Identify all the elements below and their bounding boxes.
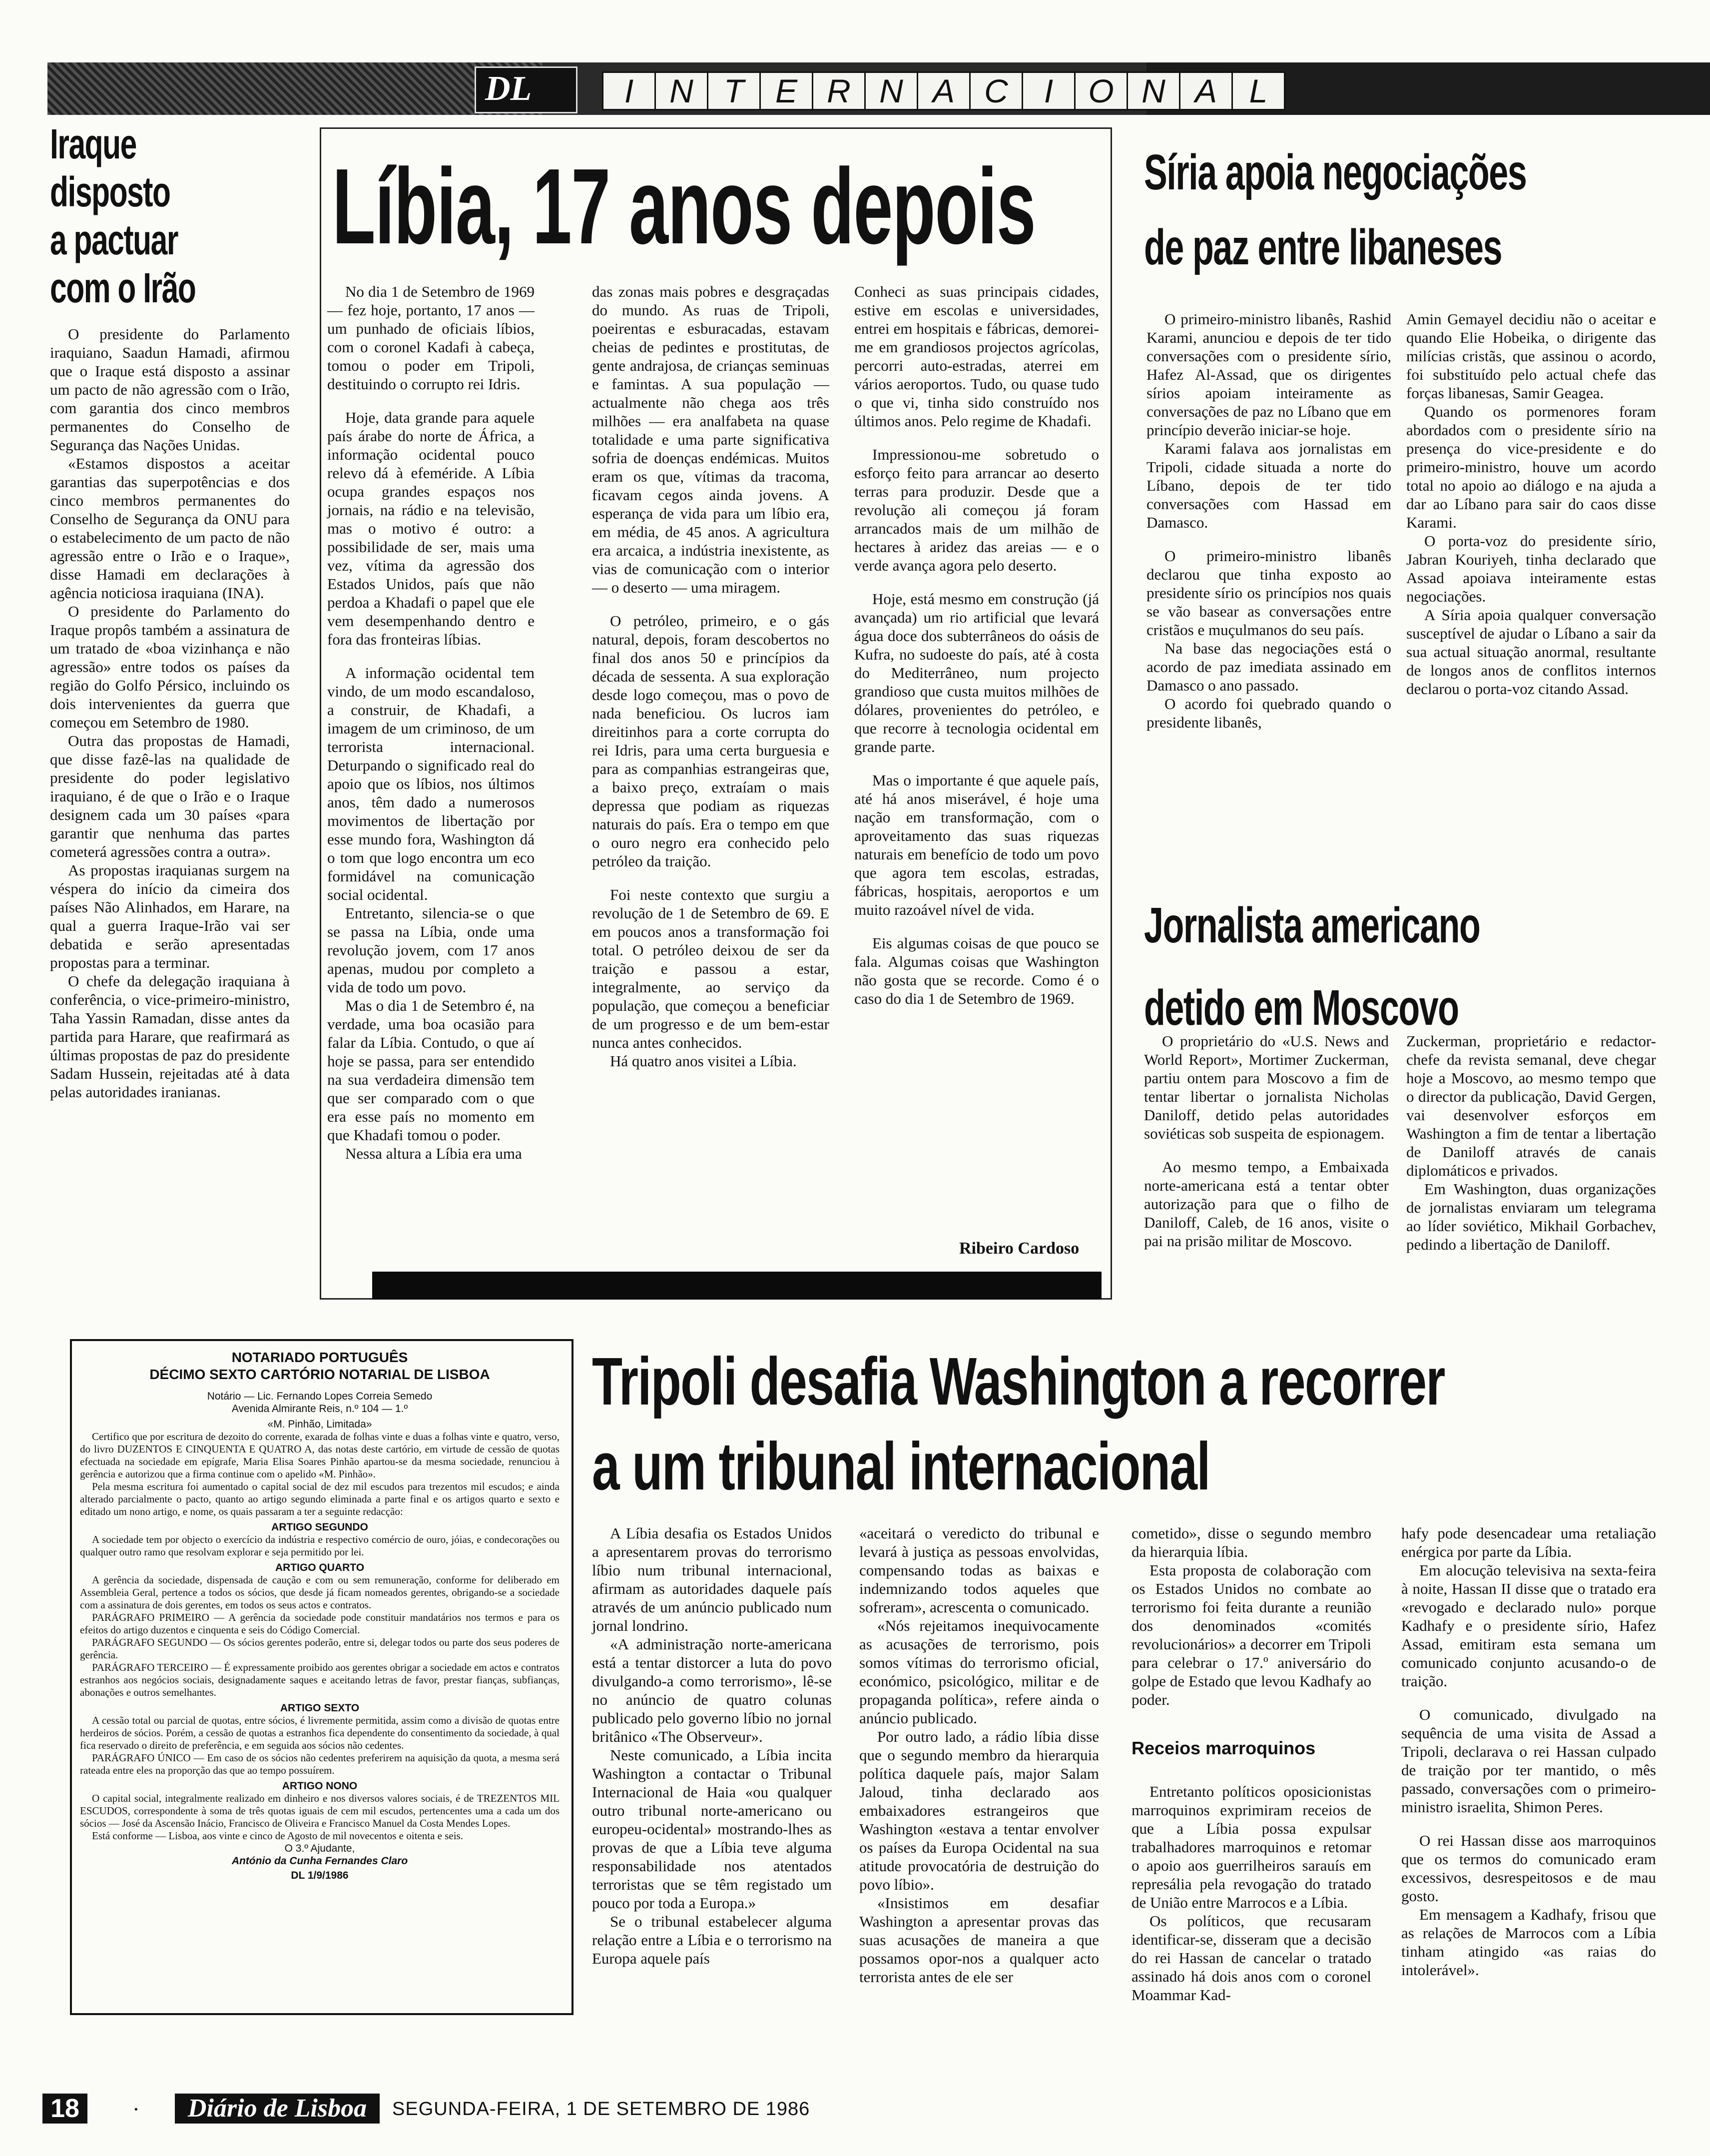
section-letter: R xyxy=(812,71,866,110)
paragraph: Os políticos, que recusaram identificar-se, disseram que a decisão do rei Hassan de cancelar o tratado assinado há dois anos com o coronel Moammar Kad- xyxy=(1132,1912,1371,2004)
paragraph: Amin Gemayel decidiu não o aceitar e quando Elie Hobeika, o dirigente das milícias cristãs, que assinou o acordo, foi substituído pelo actual chefe das forças libanesas, Samir Geagea. xyxy=(1406,310,1656,402)
section-letter: T xyxy=(707,71,761,110)
paragraph: Na base das negociações está o acordo de paz imediata assinado em Damasco o ano passado. xyxy=(1146,640,1391,694)
ajudante-label: O 3.º Ajudante, xyxy=(284,1843,355,1854)
subheading: Receios marroquinos xyxy=(1132,1738,1316,1758)
paragraph: Mas o dia 1 de Setembro é, na verdade, uma boa ocasião para falar da Líbia. Contudo, o que aí hoje se passa, para ser entendido na sua verdadeira dimensão tem que ser comparado com o que era esse país no momento em que Khadafi tomou o poder. xyxy=(327,997,535,1144)
banner-texture xyxy=(47,62,542,115)
tripoli-col-3 xyxy=(1132,1524,1371,2004)
tripoli-col-2 xyxy=(859,1524,1099,1986)
issue-date: SEGUNDA-FEIRA, 1 DE SETEMBRO DE 1986 xyxy=(392,2099,810,2120)
notary-text: PARÁGRAFO TERCEIRO — É expressamente proibido aos gerentes obrigar a sociedade em actos e contratos estranhos aos negócios sociais, designadamente saques e aceitando letras de favor, prestar fianças, subfianças, abonações e outros semelhantes. xyxy=(80,1661,560,1698)
siria-headline: Síria apoia negociações de paz entre libaneses xyxy=(1144,144,1527,275)
paragraph: Se o tribunal estabelecer alguma relação entre a Líbia e o terrorismo na Europa aquele país xyxy=(592,1913,832,1967)
company-name: «M. Pinhão, Limitada» xyxy=(267,1419,372,1430)
author-byline: Ribeiro Cardoso xyxy=(959,1239,1080,1258)
paragraph: O petróleo, primeiro, e o gás natural, depois, foram descobertos no final dos anos 50 e princípios da década de sessenta. A sua exploração desde logo começou, mas o povo de nada beneficiou. Os lucros iam direitinhos para a corte corrupta do rei Idris, para uma certa burguesia e para as companhias estrangeiras que, a baixo preço, extraíam o mais depressa que podiam as riquezas naturais do país. Era o tempo em que o ouro negro era conhecido pelo petróleo da traição. xyxy=(592,612,829,870)
paragraph: cometido», disse o segundo membro da hierarquia líbia. xyxy=(1132,1524,1371,1560)
tripoli-headline: Tripoli desafia Washington a recorrer a um tribunal internacional xyxy=(592,1344,1445,1504)
article-heading: ARTIGO QUARTO xyxy=(275,1562,365,1573)
section-letter: A xyxy=(917,71,971,110)
siria-col-1 xyxy=(1146,310,1391,731)
paragraph: Mas o importante é que aquele país, até há anos miserável, é hoje uma nação em transformação, com o aproveitamento das suas riquezas naturais em benefício de todo um povo que agora tem escolas, estradas, fábricas, hospitais, aeroportos e um muito razoável nível de vida. xyxy=(854,771,1099,918)
paragraph: «A administração norte-americana está a tentar distorcer a luta do povo divulgando-a como terrorismo», lê-se no anúncio de quatro colunas publicado pelo governo líbio no jornal britânico «The Observeur». xyxy=(592,1635,832,1745)
paragraph: O comunicado, divulgado na sequência de uma visita de Assad a Tripoli, declarava o rei Hassan culpado de traição por ter mantido, o mês passado, conversações com o primeiro-ministro israelita, Shimon Peres. xyxy=(1401,1706,1656,1816)
paragraph: A Líbia desafia os Estados Unidos a apresentarem provas do terrorismo líbio num tribunal internacional, afirmam as autoridades daquele país através de um anúncio publicado num jornal londrino. xyxy=(592,1524,832,1634)
paragraph: A informação ocidental tem vindo, de um modo escandaloso, a construir, de Khadafi, a imagem de um criminoso, de um terrorista internacional. Deturpando o significado real do apoio que os líbios, nos últimos anos, têm dado a numerosos movimentos de libertação por esse mundo fora, Washington dá o tom que logo encontra um eco formidável na comunicação social ocidental. xyxy=(327,664,535,903)
notary-text: O capital social, integralmente realizado em dinheiro e nos diversos valores sociais, é de TREZENTOS MIL ESCUDOS, correspondente à soma de três quotas iguais de cem mil escudos, pertencentes uma a cada um dos sócios — José da Ascensão Inácio, Francisco de Oliveira e Francisco Manuel da Costa Mendes Lopes. xyxy=(80,1792,560,1829)
paragraph: hafy pode desencadear uma retaliação enérgica por parte da Líbia. xyxy=(1401,1524,1656,1560)
section-letter: N xyxy=(1127,71,1180,110)
section-letter: I xyxy=(1022,71,1076,110)
notary-text: A gerência da sociedade, dispensada de caução e com ou sem remuneração, conforme for deliberado em Assembleia Geral, pertence a todos os sócios, que desde já ficam nomeados gerentes, obrigando-se a sociedade com a assinatura de dois gerentes, em todos os seus actos e contratos. xyxy=(80,1574,560,1611)
paragraph: Entretanto, silencia-se o que se passa na Líbia, onde uma revolução jovem, com 17 anos apenas, mudou por completo a vida de todo um povo. xyxy=(327,904,535,996)
paragraph: Foi neste contexto que surgiu a revolução de 1 de Setembro de 69. E em poucos anos a transformação foi total. O petróleo deixou de ser da traição e passou a estar, integralmente, ao serviço da população, que começou a beneficiar de um progresso e de um bem-estar nunca antes conhecidos. xyxy=(592,886,829,1051)
paragraph: O primeiro-ministro libanês, Rashid Karami, anunciou e depois de ter tido conversações com o presidente sírio, Hafez Al-Assad, que os dirigentes sírios apoiam inteiramente as conversações de paz no Líbano que em princípio deverão iniciar-se hoje. xyxy=(1146,310,1391,439)
paragraph: Esta proposta de colaboração com os Estados Unidos no combate ao terrorismo foi feita durante a reunião dos denominados «comités revolucionários» a decorrer em Tripoli para celebrar o 17.º aniversário do golpe de Estado que levou Kadhafy ao poder. xyxy=(1132,1561,1371,1708)
notary-text: Pela mesma escritura foi aumentado o capital social de dez mil escudos para trezentos mil escudos; e ainda alterado parcialmente o pacto, quanto ao artigo segundo eliminada a parte final e os artigos quarto e sexto e editado um nono artigo, e nome, os quais passaram a ter a seguinte redacção: xyxy=(80,1480,560,1517)
iraque-body xyxy=(50,325,290,1101)
section-letter: A xyxy=(1179,71,1233,110)
paragraph: Quando os pormenores foram abordados com o presidente sírio na presença do vice-presidente e do primeiro-ministro, houve um acordo total no apoio ao diálogo e na ajuda a dar ao Líbano para sair do caos disse Karami. xyxy=(1406,403,1656,531)
section-letter: L xyxy=(1231,71,1285,110)
libia-headline: Líbia, 17 anos depois xyxy=(332,146,1036,266)
paragraph: «aceitará o veredicto do tribunal e levará à justiça as pessoas envolvidas, compensando todas as baixas e indemnizando todos aqueles que sofreram», acrescenta o comunicado. xyxy=(859,1524,1099,1616)
notary-notice xyxy=(80,1349,560,1882)
notary-text: PARÁGRAFO ÚNICO — Em caso de os sócios não cedentes preferirem na aquisição da quota, a mesma será rateada entre eles na proporção das que ao tempo possuírem. xyxy=(80,1752,560,1776)
jornalista-col-1 xyxy=(1144,1032,1389,1250)
iraque-headline: Iraque disposto a pactuar com o Irão xyxy=(50,120,196,311)
paragraph: O chefe da delegação iraquiana à conferência, o vice-primeiro-ministro, Taha Yassin Ramadan, disse antes da partida para Harare, que reafirmará as últimas propostas de paz do presidente Sadam Hussein, rejeitadas até à data pelas autoridades iranianas. xyxy=(50,972,290,1101)
notary-text: Certifico que por escritura de dezoito do corrente, exarada de folhas vinte e duas a folhas vinte e quatro, verso, do livro DUZENTOS E CINQUENTA E QUATRO A, das notas deste cartório, em virtude de cessão de quotas efectuada na sociedade em epígrafe, Maria Elisa Soares Pinhão apartou-se da mesma sociedade, renunciou à gerência e autorizou que a firma continue com o apelido «M. Pinhão». xyxy=(80,1431,560,1480)
paragraph: «Nós rejeitamos inequivocamente as acusações de terrorismo, pois somos vítimas do terrorismo oficial, económico, psicológico, militar e de propaganda política», refere ainda o anúncio publicado. xyxy=(859,1617,1099,1727)
section-letter: N xyxy=(654,71,708,110)
paragraph: Em mensagem a Kadhafy, frisou que as relações de Marrocos com a Líbia tinham atingido «as raias do intolerável». xyxy=(1401,1906,1656,1979)
paragraph: Há quatro anos visitei a Líbia. xyxy=(610,1052,797,1070)
dl-logo: DL xyxy=(475,66,577,113)
libia-col-1 xyxy=(327,282,535,1163)
tripoli-col-4 xyxy=(1401,1524,1656,1979)
paragraph: «Insistimos em desafiar Washington a apresentar provas das suas acusações de maneira a que possamos opor-nos a qualquer acto terrorista antes de ele ser xyxy=(859,1894,1099,1986)
siria-col-2 xyxy=(1406,310,1656,698)
paragraph: O proprietário do «U.S. News and World Report», Mortimer Zuckerman, partiu ontem para Moscovo a fim de tentar libertar o jornalista Nicholas Daniloff, detido pelas autoridades soviéticas sob suspeita de espionagem. xyxy=(1144,1032,1389,1142)
paragraph: Entretanto políticos oposicionistas marroquinos exprimiram receios de que a Líbia possa expulsar trabalhadores marroquinos e retomar o apoio aos guerrilheiros sarauís em represália pela revogação do tratado de União entre Marrocos e a Líbia. xyxy=(1132,1783,1371,1911)
newspaper-name: Diário de Lisboa xyxy=(175,2094,380,2124)
libia-black-bar xyxy=(372,1272,1102,1300)
section-title-internacional xyxy=(602,71,1284,110)
notary-text: A cessão total ou parcial de quotas, entre sócios, é livremente permitida, assim como a divisão de quotas entre herdeiros de sócios. Porém, a cessão de quotas a estranhos fica dependente do consentimento da sociedade, à qual fica reservado o direito de preferência, e em seguida aos sócios não cedentes. xyxy=(80,1714,560,1751)
notary-text: PARÁGRAFO PRIMEIRO — A gerência da sociedade pode constituir mandatários nos termos e para os efeitos do artigo duzentos e cinquenta e seis do Código Comercial. xyxy=(80,1611,560,1636)
section-letter: O xyxy=(1074,71,1128,110)
section-letter: E xyxy=(759,71,813,110)
article-heading: ARTIGO NONO xyxy=(282,1780,358,1792)
notary-name: Notário — Lic. Fernando Lopes Correia Semedo xyxy=(207,1391,433,1402)
section-letter: C xyxy=(969,71,1023,110)
notary-text: Está conforme — Lisboa, aos vinte e cinco de Agosto de mil novecentos e oitenta e seis. xyxy=(92,1830,463,1842)
paragraph: Eis algumas coisas de que pouco se fala. Algumas coisas que Washington não gosta que se recorde. Como é o caso do dia 1 de Setembro de 1969. xyxy=(854,934,1099,1007)
footer-separator: · xyxy=(132,2097,140,2122)
paragraph: «Estamos dispostos a aceitar garantias das superpotências e dos cinco membros permanentes do Conselho de Segurança da ONU para o estabelecimento de um pacto de não agressão entre o Irão e o Iraque», disse Hamadi em declarações à agência noticiosa iraquiana (INA). xyxy=(50,455,290,602)
notary-reference: DL 1/9/1986 xyxy=(291,1870,349,1881)
paragraph: Outra das propostas de Hamadi, que disse fazê-las na qualidade de presidente do poder legislativo iraquiano, é de que o Irão e o Iraque designem cada um 30 países «para garantir que nenhuma das partes cometerá agressões contra a outra». xyxy=(50,732,290,860)
paragraph: As propostas iraquianas surgem na véspera do início da cimeira dos países Não Alinhados, em Harare, na qual a guerra Iraque-Irão vai ser debatida e serão apresentadas propostas para a terminar. xyxy=(50,861,290,971)
notary-title: NOTARIADO PORTUGUÊS xyxy=(231,1350,408,1365)
article-heading: ARTIGO SEGUNDO xyxy=(271,1521,368,1533)
notary-address: Avenida Almirante Reis, n.º 104 — 1.º xyxy=(231,1403,408,1415)
section-letter: N xyxy=(864,71,918,110)
paragraph: A Síria apoia qualquer conversação susceptível de ajudar o Líbano a sair da sua actual situação anormal, resultante de longos anos de conflitos internos declarou o porta-voz citando Assad. xyxy=(1406,606,1656,698)
paragraph: O presidente do Parlamento do Iraque propôs também a assinatura de um tratado de «boa vizinhança e não agressão» entre todos os países da região do Golfo Pérsico, incluindo os dois intervenientes da guerra que começou em Setembro de 1980. xyxy=(50,603,290,731)
paragraph: O acordo foi quebrado quando o presidente libanês, xyxy=(1146,695,1391,731)
notary-subtitle: DÉCIMO SEXTO CARTÓRIO NOTARIAL DE LISBOA xyxy=(149,1367,490,1382)
article-heading: ARTIGO SEXTO xyxy=(280,1702,360,1714)
page-number: 18 xyxy=(42,2094,87,2124)
paragraph: Por outro lado, a rádio líbia disse que o segundo membro da hierarquia política daquele país, major Salam Jaloud, tinha declarado aos embaixadores estrangeiros que Washington «estava a tentar envolver os países da Europa Ocidental na sua atitude provocatória de destruição do povo líbio». xyxy=(859,1728,1099,1893)
paragraph: Em alocução televisiva na sexta-feira à noite, Hassan II disse que o tratado era «revogado e declarado nulo» porque Kadhafy e o presidente sírio, Hafez Assad, emitiram esta semana um comunicado conjunto acusando-o de traição. xyxy=(1401,1561,1656,1690)
paragraph: No dia 1 de Setembro de 1969 — fez hoje, portanto, 17 anos — um punhado de oficiais líbios, com o coronel Kadafi à cabeça, tomou o poder em Tripoli, destituindo o corrupto rei Idris. xyxy=(327,283,535,393)
notary-text: A sociedade tem por objecto o exercício da indústria e respectivo comércio de ouro, jóias, e condecorações ou qualquer outro ramo que resolvam explorar e seja permitido por lei. xyxy=(80,1533,560,1558)
paragraph: Impressionou-me sobretudo o esforço feito para arrancar ao deserto terras para produzir. Desde que a revolução ali começou já foram arrancados mais de um milhão de hectares à aridez das areias — e o verde avança agora pelo deserto. xyxy=(854,446,1099,574)
paragraph: O presidente do Parlamento iraquiano, Saadun Hamadi, afirmou que o Iraque está disposto a assinar um pacto de não agressão com o Irão, com garantia dos cinco membros permanentes do Conselho de Segurança das Nações Unidas. xyxy=(50,325,290,454)
paragraph: das zonas mais pobres e desgraçadas do mundo. As ruas de Tripoli, poeirentas e esburacadas, estavam cheias de pedintes e prostitutas, de gente andrajosa, de crianças seminuas e famintas. A sua população — actualmente não chega aos três milhões — era analfabeta na quase totalidade e uma parte significativa sofria de doenças endémicas. Muitos eram os que, vítimas da tracoma, ficavam cegos ainda jovens. A esperança de vida para um líbio era, em média, de 45 anos. A agricultura era arcaica, a indústria inexistente, as vias de comunicação com o interior — o deserto — uma miragem. xyxy=(592,283,829,596)
paragraph: Zuckerman, proprietário e redactor-chefe da revista semanal, deve chegar hoje a Moscovo, ao mesmo tempo que o director da publicação, David Gergen, vai desenvolver esforços em Washington a fim de tentar a libertação de Daniloff através de canais diplomáticos e privados. xyxy=(1406,1032,1656,1179)
section-letter: I xyxy=(602,71,656,110)
section-banner xyxy=(47,62,1710,115)
paragraph: Conheci as suas principais cidades, estive em escolas e universidades, entrei em hospitais e fábricas, demorei-me em grandiosos projectos agrícolas, percorri auto-estradas, aterrei em vários aeroportos. Tudo, ou quase tudo o que vi, tinha sido construído nos últimos anos. Pelo regime de Khadafi. xyxy=(854,283,1099,430)
libia-col-2 xyxy=(592,282,829,1070)
jornalista-col-2 xyxy=(1406,1032,1656,1254)
paragraph: Nessa altura a Líbia era uma xyxy=(345,1145,522,1162)
paragraph: Hoje, data grande para aquele país árabe do norte de África, a informação ocidental pouco relevo dá à efeméride. A Líbia ocupa grandes espaços nos jornais, na rádio e na televisão, mas o motivo é outro: a possibilidade de ser, mais uma vez, vítima da agressão dos Estados Unidos, país que não perdoa a Khadafi o papel que ele vem desempenhando dentro e fora das fronteiras líbias. xyxy=(327,409,535,648)
paragraph: O primeiro-ministro libanês declarou que tinha exposto ao presidente sírio os princípios nos quais se vão basear as conversações entre cristãos e muçulmanos do seu país. xyxy=(1146,547,1391,639)
paragraph: Em Washington, duas organizações de jornalistas enviaram um telegrama ao líder soviético, Mikhail Gorbachev, pedindo a libertação de Daniloff. xyxy=(1406,1180,1656,1253)
notary-text: PARÁGRAFO SEGUNDO — Os sócios gerentes poderão, entre si, delegar todos ou parte dos seus poderes de gerência. xyxy=(80,1636,560,1661)
paragraph: Karami falava aos jornalistas em Tripoli, cidade situada a norte do Líbano, depois de ter tido conversações com Hassad em Damasco. xyxy=(1146,440,1391,531)
libia-col-3 xyxy=(854,282,1099,1008)
paragraph: Neste comunicado, a Líbia incita Washington a contactar o Tribunal Internacional de Haia «ou qualquer outro tribunal norte-americano ou europeu-ocidental» mostrando-lhes as provas de que a Líbia teve alguma responsabilidade nos atentados terroristas que se têm registado um pouco por toda a Europa.» xyxy=(592,1746,832,1912)
jornalista-headline: Jornalista americano detido em Moscovo xyxy=(1144,897,1480,1036)
paragraph: Hoje, está mesmo em construção (já avançada) um rio artificial que levará água doce dos subterrâneos do oásis de Kufra, no sudoeste do país, até à costa do Mediterrâneo, num projecto grandioso que custa muitos milhões de dólares, provenientes do petróleo, e que recorre à tecnologia ocidental em grande parte. xyxy=(854,590,1099,755)
paragraph: O rei Hassan disse aos marroquinos que os termos do comunicado eram excessivos, desrespeitosos e de mau gosto. xyxy=(1401,1832,1656,1905)
notary-signature: António da Cunha Fernandes Claro xyxy=(231,1855,408,1867)
paragraph: O porta-voz do presidente sírio, Jabran Kouriyeh, tinha declarado que Assad apoiava inteiramente estas negociações. xyxy=(1406,532,1656,605)
tripoli-col-1 xyxy=(592,1524,832,1968)
paragraph: Ao mesmo tempo, a Embaixada norte-americana está a tentar obter autorização para que o filho de Daniloff, Caleb, de 16 anos, visite o pai na prisão militar de Moscovo. xyxy=(1144,1158,1389,1250)
